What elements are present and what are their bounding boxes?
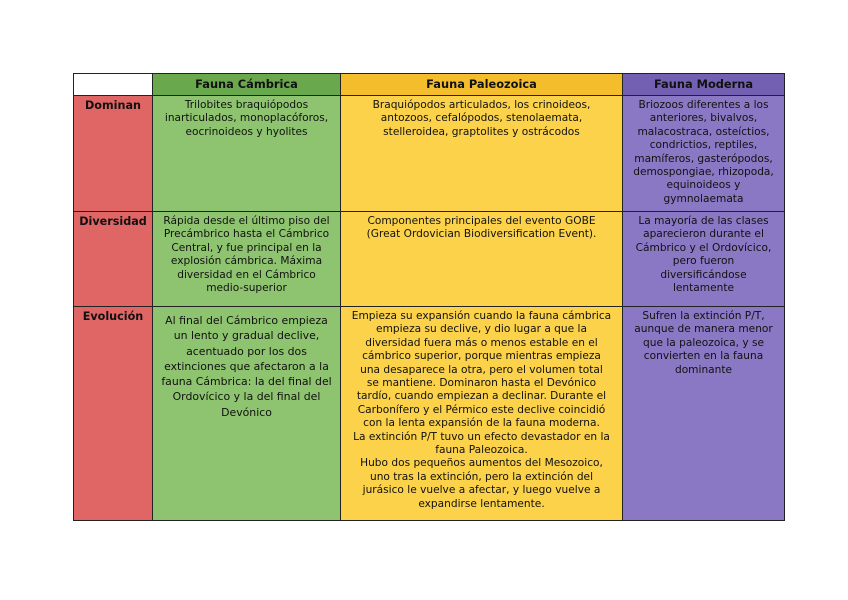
header-fauna-moderna: Fauna Moderna [623,74,785,96]
row-label-diversidad: Diversidad [74,212,153,307]
cell-evolucion-moderna: Sufren la extinción P/T, aunque de manera menor que la paleozoica, y se convierten en la fauna dominante [623,307,785,521]
fauna-comparison-table [73,73,785,521]
corner-cell [74,74,153,96]
cell-dominan-paleozoica: Braquiópodos articulados, los crinoideos, antozoos, cefalópodos, stenolaemata, stelleroidea, graptolites y ostrácodos [341,96,623,212]
cell-diversidad-paleozoica: Componentes principales del evento GOBE (Great Ordovician Biodiversification Event). [341,212,623,307]
cell-diversidad-cambrica: Rápida desde el último piso del Precámbrico hasta el Cámbrico Central, y fue principal en la explosión cámbrica. Máxima diversidad en el Cámbrico medio-superior [153,212,341,307]
header-fauna-paleozoica: Fauna Paleozoica [341,74,623,96]
row-dominan [74,96,785,212]
cell-evolucion-paleozoica: Empieza su expansión cuando la fauna cámbrica empieza su declive, y dio lugar a que la diversidad fuera más o menos estable en el cámbrico superior, porque mientras empieza una desaparece la otra, pero el volumen total se mantiene. Dominaron hasta el Devónico tardío, cuando empiezan a declinar. Durante el Carbonífero y el Pérmico este declive coincidió con la lenta expansión de la fauna moderna. La extinción P/T tuvo un efecto devastador en la fauna Paleozoica. Hubo dos pequeños aumentos del Mesozoico, uno tras la extinción, pero la extinción del jurásico le vuelve a afectar, y luego vuelve a expandirse lentamente. [341,307,623,521]
cell-evolucion-cambrica: Al final del Cámbrico empieza un lento y gradual declive, acentuado por los dos extinciones que afectaron a la fauna Cámbrica: la del final del Ordovícico y la del final del Devónico [153,307,341,521]
row-label-evolucion: Evolución [74,307,153,521]
row-diversidad [74,212,785,307]
cell-dominan-cambrica: Trilobites braquiópodos inarticulados, monoplacóforos, eocrinoideos y hyolites [153,96,341,212]
header-fauna-cambrica: Fauna Cámbrica [153,74,341,96]
cell-diversidad-moderna: La mayoría de las clases aparecieron durante el Cámbrico y el Ordovícico, pero fueron diversificándose lentamente [623,212,785,307]
header-row [74,74,785,96]
row-label-dominan: Dominan [74,96,153,212]
row-evolucion [74,307,785,521]
cell-dominan-moderna: Briozoos diferentes a los anteriores, bivalvos, malacostraca, osteíctios, condrictios, reptiles, mamíferos, gasterópodos, demospongiae, rhizopoda, equinoideos y gymnolaemata [623,96,785,212]
